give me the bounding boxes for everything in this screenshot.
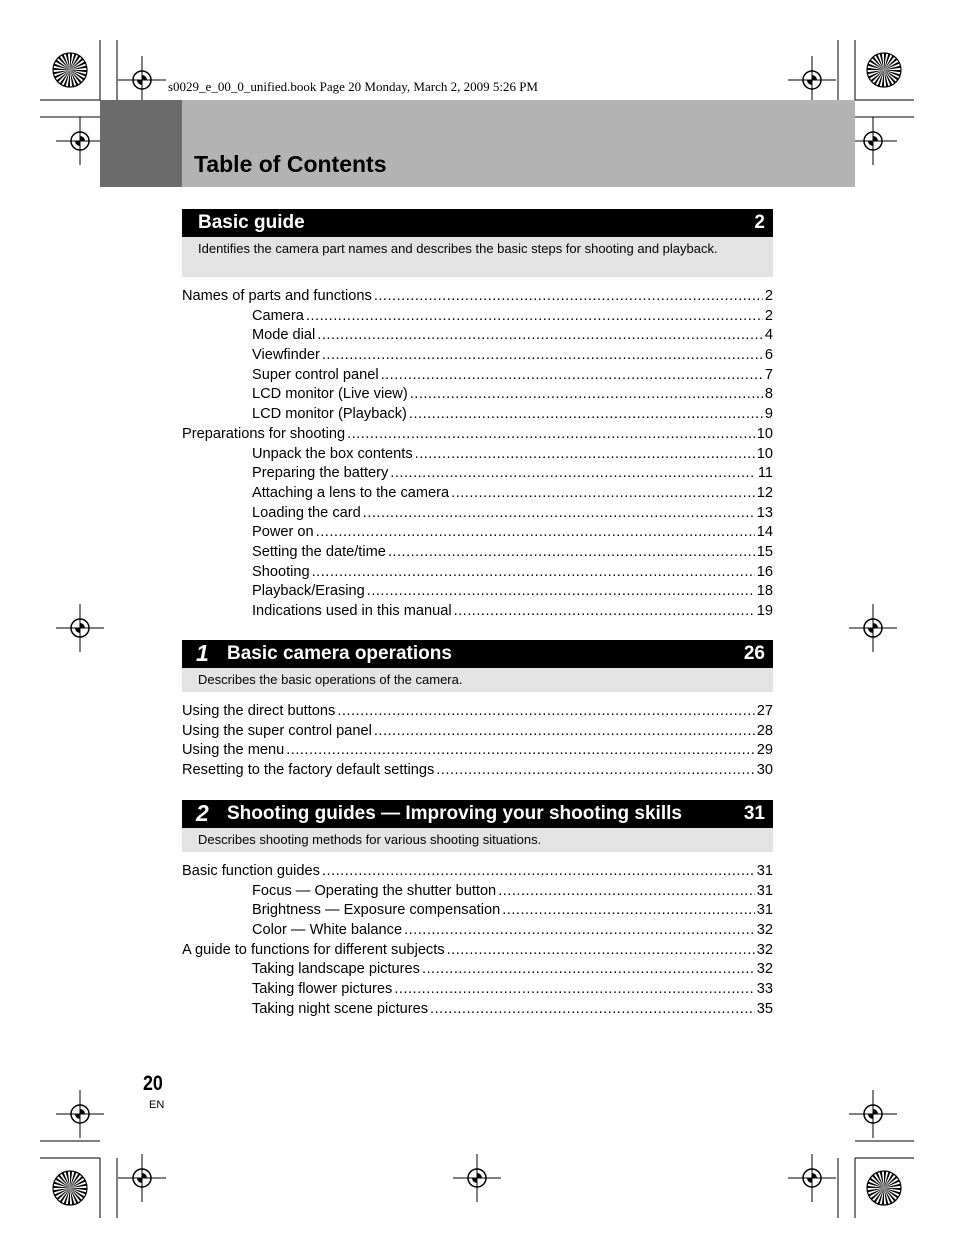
toc-entry-page: 29 [756,742,773,759]
dot-leader [322,346,763,366]
star-target-icon [867,1171,901,1205]
section-page: 26 [743,643,765,664]
toc-entry-page: 7 [764,366,773,383]
toc-entry-page: 15 [756,543,773,560]
toc-entry-title: Using the direct buttons [182,703,336,719]
dot-leader [409,405,763,425]
dot-leader [415,445,755,465]
toc-entry[interactable] [182,1000,773,1020]
toc-entry-page: 8 [764,386,773,403]
section-header-shooting-guides[interactable] [182,800,773,828]
toc-entry-title: A guide to functions for different subjects [182,941,445,958]
registration-mark-icon [849,117,897,165]
dot-leader [498,882,755,902]
toc-entry[interactable] [182,882,773,902]
toc-entry-page: 13 [756,504,773,521]
dot-leader [388,543,755,563]
dot-leader [317,326,763,346]
toc-entry[interactable] [182,287,773,307]
toc-entry[interactable] [182,901,773,921]
toc-entry[interactable] [182,702,773,722]
toc-entry-title: Mode dial [252,327,316,344]
toc-entry-title: Setting the date/time [252,543,386,560]
toc-entry-page: 4 [764,327,773,344]
toc-entry[interactable] [182,445,773,465]
dot-leader [374,722,755,742]
toc-entry-page: 16 [756,563,773,580]
toc-entry-page: 30 [756,762,773,779]
section-header-basic-camera-operations[interactable] [182,640,773,668]
toc-entry-title: Using the super control panel [182,722,372,739]
toc-entry[interactable] [182,523,773,543]
dot-leader [363,504,755,524]
toc-entry[interactable] [182,741,773,761]
dot-leader [374,287,763,307]
toc-entry-title: Viewfinder [252,347,320,364]
toc-entry[interactable] [182,761,773,781]
toc-list-basic-guide [182,287,773,622]
toc-entry-title: Brightness — Exposure compensation [252,902,501,919]
star-target-icon [53,1171,87,1205]
toc-entry-page: 32 [756,922,773,939]
registration-mark-icon [788,56,836,104]
toc-entry-title: LCD monitor (Playback) [252,406,407,423]
toc-entry-title: Preparations for shooting [182,425,346,442]
registration-mark-icon [56,604,104,652]
dot-leader [286,741,755,761]
registration-mark-icon [118,1154,166,1202]
section-page: 2 [754,212,765,233]
section-header-basic-guide[interactable] [182,209,773,237]
toc-entry[interactable] [182,921,773,941]
dot-leader [390,464,756,484]
dot-leader [381,366,763,386]
dot-leader [337,702,754,722]
toc-entry-title: Taking flower pictures [252,981,393,998]
toc-entry-title: Loading the card [252,504,361,521]
toc-list-basic-camera-operations [182,702,773,781]
toc-entry-page: 18 [756,583,773,600]
dot-leader [394,980,754,1000]
dot-leader [404,921,755,941]
dot-leader [430,1000,755,1020]
dot-leader [367,582,755,602]
section-title: Basic camera operations [227,643,452,664]
dot-leader [306,307,763,327]
toc-entry-page: 31 [756,863,773,879]
dot-leader [447,941,755,961]
dot-leader [436,761,754,781]
toc-entry-title: Attaching a lens to the camera [252,484,450,501]
toc-entry-page: 32 [756,941,773,958]
toc-entry-page: 31 [756,882,773,899]
toc-entry-title: Color — White balance [252,922,403,939]
language-code: EN [149,1099,165,1111]
toc-entry-title: Taking night scene pictures [252,1000,429,1017]
toc-entry-page: 28 [756,722,773,739]
section-number: 2 [196,800,209,826]
toc-entry-page: 33 [756,981,773,998]
toc-entry[interactable] [182,563,773,583]
dot-leader [316,523,755,543]
toc-entry-title: Indications used in this manual [252,603,452,619]
star-target-icon [867,53,901,87]
section-title: Basic guide [198,212,305,233]
toc-entry[interactable] [182,543,773,563]
registration-mark-icon [453,1154,501,1202]
toc-entry[interactable] [182,602,773,622]
registration-mark-icon [56,117,104,165]
toc-entry[interactable] [182,385,773,405]
section-description: Identifies the camera part names and describes the basic steps for shooting and playback. [182,237,773,277]
registration-mark-icon [118,56,166,104]
toc-entry[interactable] [182,504,773,524]
dot-leader [451,484,755,504]
section-description: Describes shooting methods for various shooting situations. [182,828,773,852]
toc-entry-title: Names of parts and functions [182,288,372,304]
toc-entry[interactable] [182,722,773,742]
toc-entry-page: 32 [756,961,773,978]
dot-leader [422,960,755,980]
toc-entry[interactable] [182,464,773,484]
toc-entry-title: Basic function guides [182,863,320,879]
toc-entry-page: 6 [764,347,773,364]
toc-entry[interactable] [182,484,773,504]
toc-entry-page: 10 [756,445,773,462]
toc-entry[interactable] [182,307,773,327]
toc-entry[interactable] [182,326,773,346]
dot-leader [454,602,755,622]
print-header: s0029_e_00_0_unified.book Page 20 Monday, March 2, 2009 5:26 PM [168,79,538,94]
section-number: 1 [196,640,209,666]
toc-entry-page: 12 [756,484,773,501]
toc-entry[interactable] [182,405,773,425]
registration-mark-icon [788,1154,836,1202]
toc-entry-title: Using the menu [182,742,285,759]
toc-entry-title: LCD monitor (Live view) [252,386,408,403]
toc-list-shooting-guides [182,862,773,1020]
toc-entry-page: 27 [756,703,773,719]
dot-leader [312,563,755,583]
toc-entry-title: Camera [252,307,304,324]
toc-entry[interactable] [182,980,773,1000]
dot-leader [322,862,755,882]
toc-entry-title: Preparing the battery [252,465,389,482]
toc-entry-title: Playback/Erasing [252,583,365,600]
toc-entry-page: 19 [756,603,773,619]
toc-entry-page: 11 [757,465,773,482]
dot-leader [410,385,763,405]
dot-leader [347,425,755,445]
toc-entry[interactable] [182,425,773,445]
section-page: 31 [743,803,765,824]
toc-entry[interactable] [182,862,773,882]
section-description: Describes the basic operations of the camera. [182,668,773,692]
toc-entry-page: 2 [764,288,773,304]
toc-entry-title: Shooting [252,563,310,580]
toc-entry-page: 35 [756,1000,773,1017]
toc-entry-title: Resetting to the factory default settings [182,762,435,779]
toc-entry-title: Unpack the box contents [252,445,413,462]
toc-entry-title: Power on [252,524,314,541]
toc-entry[interactable] [182,366,773,386]
toc-entry-title: Taking landscape pictures [252,961,420,978]
toc-entry[interactable] [182,346,773,366]
registration-mark-icon [56,1090,104,1138]
toc-entry-title: Super control panel [252,366,379,383]
section-title: Shooting guides — Improving your shooting skills [227,803,682,824]
dot-leader [502,901,755,921]
toc-entry-page: 2 [764,307,773,324]
toc-entry-title: Focus — Operating the shutter button [252,882,497,899]
toc-entry[interactable] [182,960,773,980]
toc-entry[interactable] [182,582,773,602]
toc-entry-page: 9 [764,406,773,423]
star-target-icon [53,53,87,87]
toc-entry-page: 31 [756,902,773,919]
header-dark-tab [100,100,182,187]
toc-entry[interactable] [182,941,773,961]
toc-entry-page: 10 [756,425,773,442]
page-number: 20 [143,1072,163,1095]
registration-mark-icon [849,604,897,652]
registration-mark-icon [849,1090,897,1138]
page-title: Table of Contents [194,151,387,177]
toc-entry-page: 14 [756,524,773,541]
